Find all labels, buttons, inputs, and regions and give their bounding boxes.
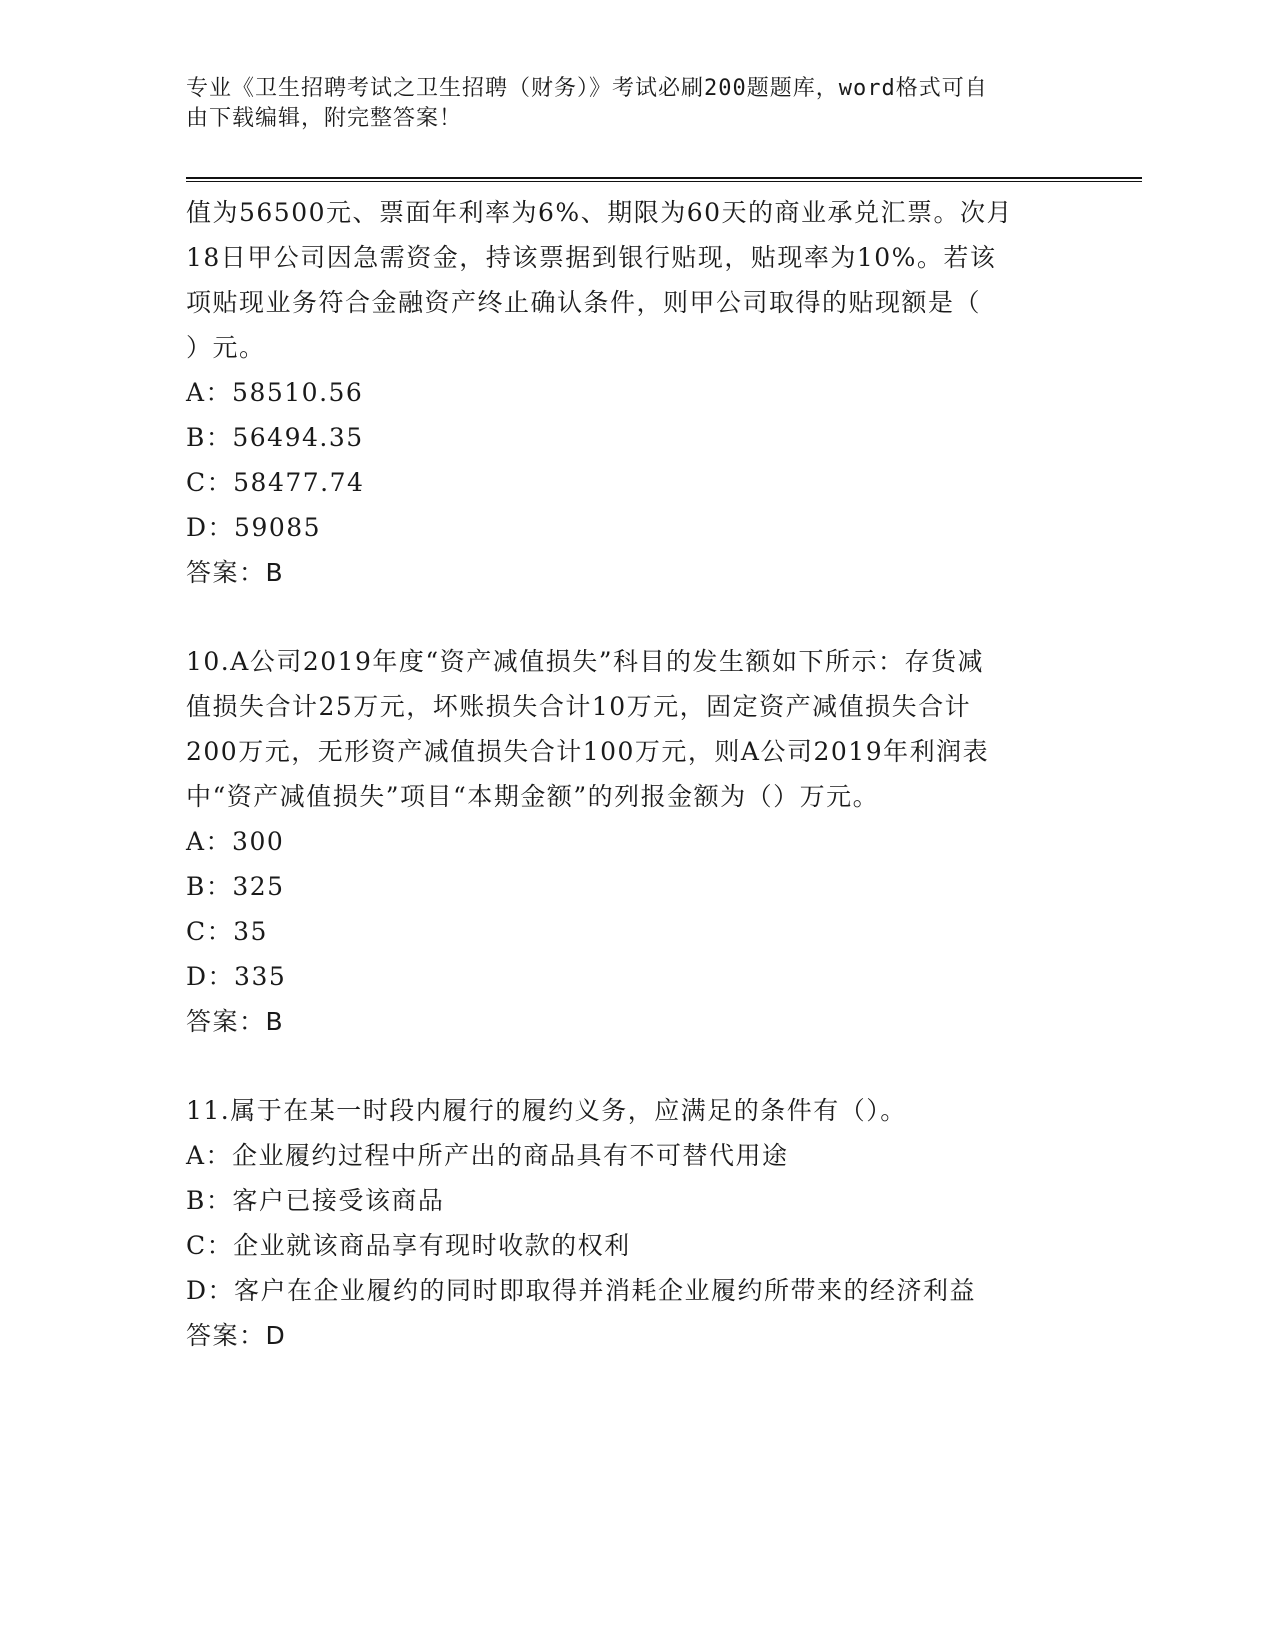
option-a: A：300 bbox=[186, 827, 285, 856]
question-9 bbox=[186, 190, 1086, 595]
page-header bbox=[186, 74, 1066, 134]
question-text-line: 值为56500元、票面年利率为6%、期限为60天的商业承兑汇票。次月 bbox=[186, 198, 1014, 227]
header-divider bbox=[186, 177, 1142, 182]
option-d: D：59085 bbox=[186, 513, 322, 542]
answer: 答案：D bbox=[186, 1321, 287, 1350]
question-text-line: 10.A公司2019年度“资产减值损失”科目的发生额如下所示：存货减 bbox=[186, 647, 984, 676]
option-b: B：56494.35 bbox=[186, 423, 364, 452]
option-a: A：企业履约过程中所产出的商品具有不可替代用途 bbox=[186, 1141, 789, 1170]
answer: 答案：B bbox=[186, 558, 285, 587]
option-c: C：企业就该商品享有现时收款的权利 bbox=[186, 1231, 631, 1260]
question-list bbox=[186, 190, 1086, 1358]
question-text-line: 11.属于在某一时段内履行的履约义务，应满足的条件有（）。 bbox=[186, 1096, 907, 1125]
option-d: D：客户在企业履约的同时即取得并消耗企业履约所带来的经济利益 bbox=[186, 1276, 977, 1305]
question-text bbox=[186, 639, 1086, 819]
option-c: C：35 bbox=[186, 917, 268, 946]
option-b: B：客户已接受该商品 bbox=[186, 1186, 445, 1215]
question-11 bbox=[186, 1088, 1086, 1358]
option-d: D：335 bbox=[186, 962, 287, 991]
question-text-line: ）元。 bbox=[186, 333, 266, 362]
question-10 bbox=[186, 639, 1086, 1044]
question-text-line: 值损失合计25万元，坏账损失合计10万元，固定资产减值损失合计 bbox=[186, 692, 972, 721]
answer: 答案：B bbox=[186, 1007, 285, 1036]
option-a: A：58510.56 bbox=[186, 378, 364, 407]
option-c: C：58477.74 bbox=[186, 468, 365, 497]
header-title-line-2: 由下载编辑，附完整答案！ bbox=[186, 106, 463, 131]
question-text-line: 项贴现业务符合金融资产终止确认条件，则甲公司取得的贴现额是（ bbox=[186, 288, 982, 317]
question-text bbox=[186, 190, 1086, 370]
question-text-line: 200万元，无形资产减值损失合计100万元，则A公司2019年利润表 bbox=[186, 737, 990, 766]
question-text bbox=[186, 1088, 1086, 1133]
header-title-line-1: 专业《卫生招聘考试之卫生招聘（财务）》考试必刷200题题库，word格式可自 bbox=[186, 76, 988, 101]
question-text-line: 中“资产减值损失”项目“本期金额”的列报金额为（）万元。 bbox=[186, 782, 880, 811]
question-text-line: 18日甲公司因急需资金，持该票据到银行贴现，贴现率为10%。若该 bbox=[186, 243, 997, 272]
option-b: B：325 bbox=[186, 872, 285, 901]
